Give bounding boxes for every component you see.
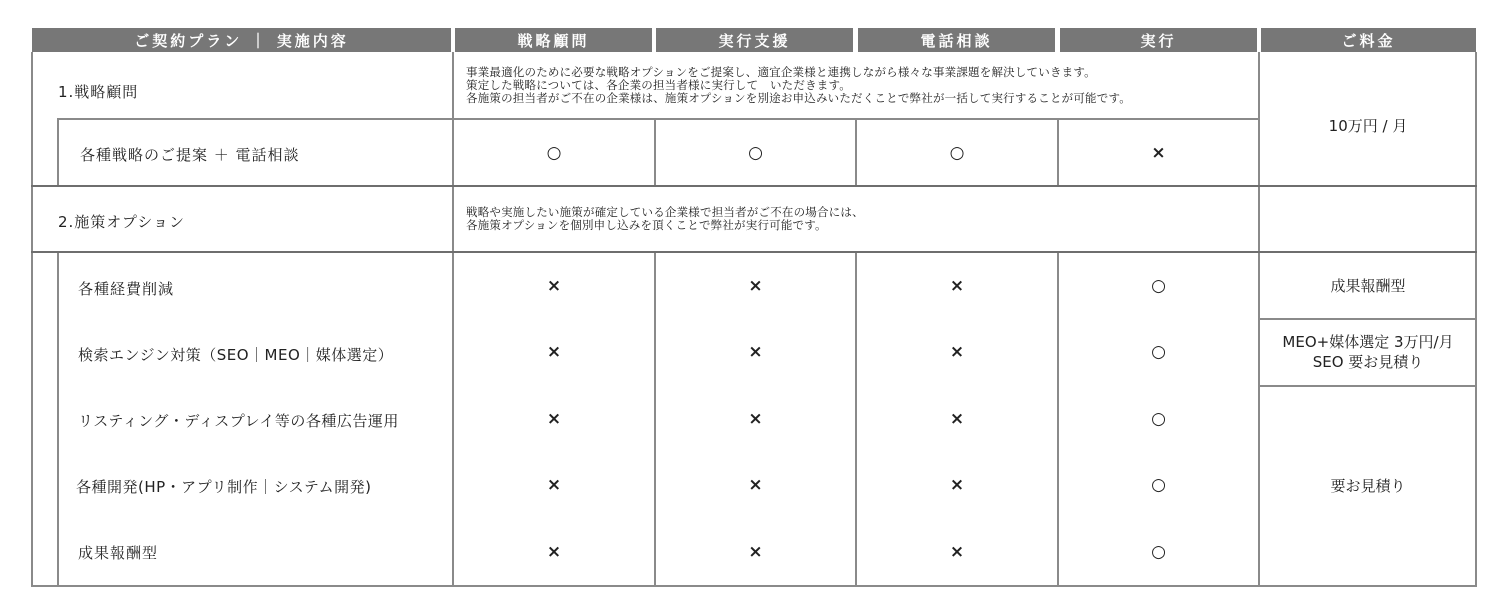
row-label: 検索エンジン対策（SEO｜MEO｜媒体選定） — [78, 345, 394, 364]
mark-cell: × — [748, 475, 763, 495]
fee-quote-required: 要お見積り — [1330, 477, 1406, 495]
mark-cell: ○ — [1151, 409, 1166, 429]
header-execution: 実行 — [1060, 28, 1257, 52]
mark-cell: × — [949, 276, 965, 296]
section1-title: 1.戦略顧問 — [58, 82, 139, 101]
check-mark-cell: ○ — [546, 142, 562, 163]
grid-line — [57, 252, 59, 586]
grid-line — [31, 52, 33, 586]
section2-note — [466, 206, 864, 232]
fee-line: MEO+媒体選定 3万円/月 — [1282, 333, 1454, 351]
mark-cell: × — [949, 409, 965, 429]
header-strategy-advisory: 戦略顧問 — [455, 28, 652, 52]
mark-cell: × — [748, 276, 763, 296]
note-line: 事業最適化のために必要な戦略オプションをご提案し、適宜企業様と連携しながら様々な事業課題を解決していきます。 — [466, 65, 1096, 79]
mark-cell: × — [949, 475, 965, 495]
mark-cell: ○ — [1151, 276, 1166, 296]
note-line: 策定した戦略については、各企業の担当者様に実行して いただきます。 — [466, 78, 851, 92]
header-execution-support: 実行支援 — [656, 28, 853, 52]
row-label: 成果報酬型 — [78, 543, 159, 562]
note-line: 各施策の担当者がご不在の企業様は、施策オプションを別途お申込みいただくことで弊社が一括して実行することが可能です。 — [466, 91, 1131, 105]
row-label: 各種経費削減 — [78, 279, 175, 298]
grid-line — [31, 185, 1477, 187]
mark-cell: × — [748, 342, 763, 362]
header-fee: ご料金 — [1261, 28, 1476, 52]
cross-mark-cell: × — [1151, 142, 1166, 163]
note-line: 戦略や実施したい施策が確定している企業様で担当者がご不在の場合には、 — [466, 205, 864, 219]
mark-cell: × — [546, 475, 562, 495]
mark-cell: × — [546, 409, 562, 429]
fee-performance-based: 成果報酬型 — [1330, 277, 1406, 295]
fee-line: SEO 要お見積り — [1312, 353, 1424, 371]
row-label: リスティング・ディスプレイ等の各種広告運用 — [78, 411, 399, 430]
mark-cell: ○ — [1151, 475, 1166, 495]
mark-cell: × — [748, 409, 763, 429]
header-phone-consult: 電話相談 — [858, 28, 1055, 52]
section2-title: 2.施策オプション — [58, 212, 185, 231]
mark-cell: × — [949, 541, 965, 562]
note-line: 各施策オプションを個別申し込みを頂くことで弊社が実行可能です。 — [466, 218, 827, 232]
row-label: 各種戦略のご提案 ＋ 電話相談 — [80, 145, 300, 164]
grid-line — [57, 119, 59, 186]
header-plan: ご契約プラン ｜ 実施内容 — [32, 28, 451, 52]
mark-cell: × — [949, 342, 965, 362]
mark-cell: × — [748, 541, 763, 562]
mark-cell: ○ — [1151, 342, 1166, 362]
mark-cell: × — [546, 342, 562, 362]
check-mark-cell: ○ — [748, 142, 763, 163]
check-mark-cell: ○ — [949, 142, 965, 163]
mark-cell: × — [546, 541, 562, 562]
mark-cell: × — [546, 276, 562, 296]
mark-cell: ○ — [1151, 541, 1166, 562]
section1-note — [466, 66, 1131, 105]
section1-fee: 10万円 / 月 — [1328, 117, 1408, 135]
fee-meo-seo — [1260, 332, 1476, 372]
grid-line — [31, 585, 1477, 587]
row-label: 各種開発(HP・アプリ制作｜システム開発) — [76, 477, 372, 496]
